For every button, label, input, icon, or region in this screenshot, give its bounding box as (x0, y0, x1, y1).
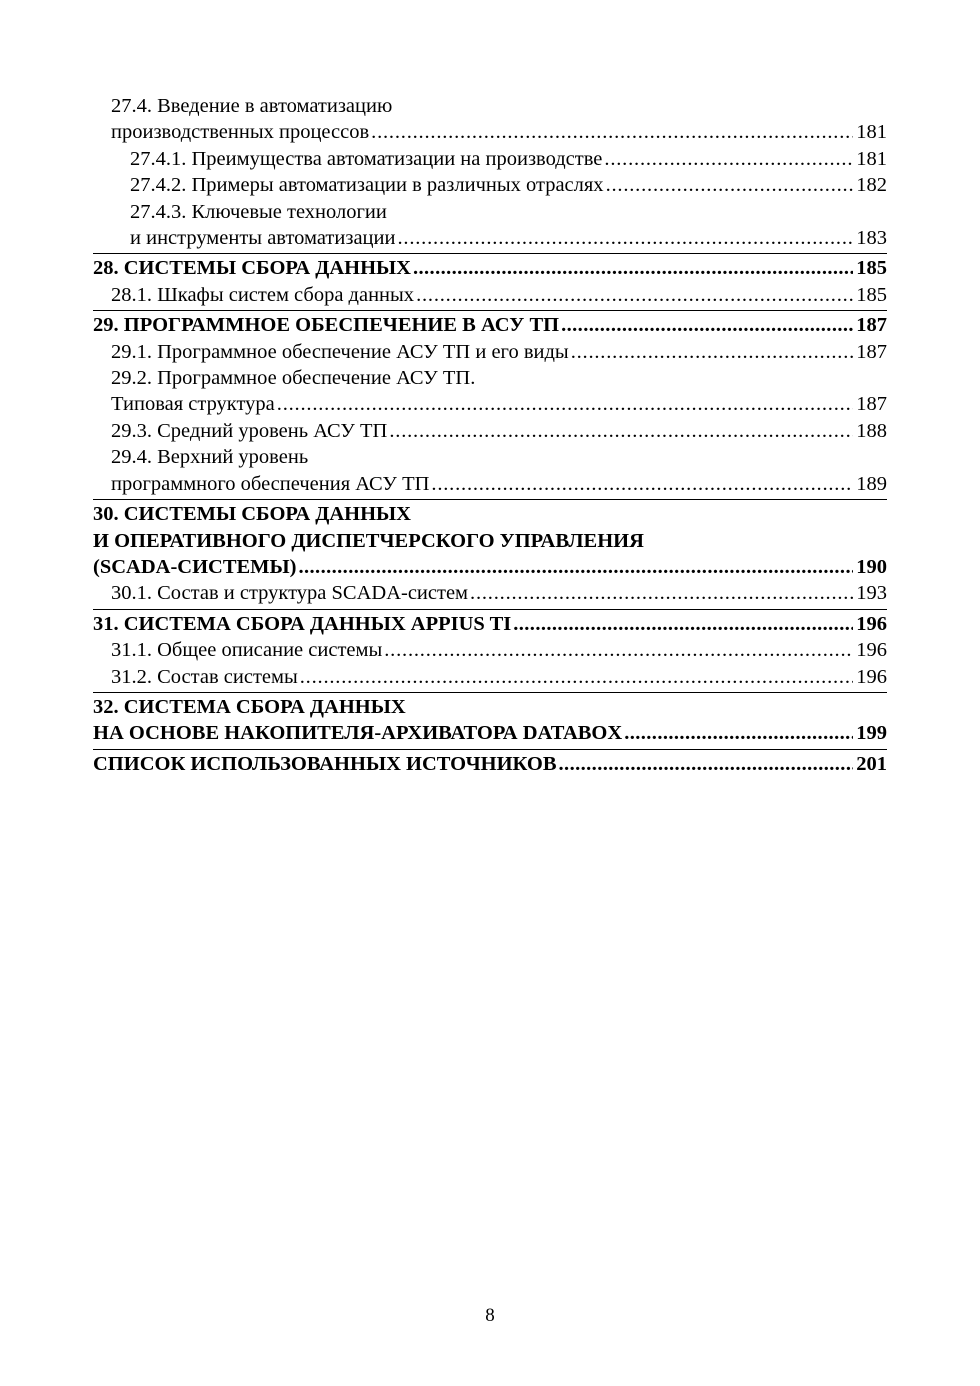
toc-entry[interactable] (93, 365, 887, 418)
dot-leader (561, 312, 853, 338)
toc-page-number: 185 (856, 283, 887, 306)
page-number: 8 (485, 1305, 495, 1326)
toc-entry-row (111, 637, 887, 663)
toc-entry-row (130, 146, 887, 172)
toc-entry[interactable] (93, 664, 887, 690)
dot-leader (559, 751, 854, 777)
toc-entry-title: 28.1. Шкафы систем сбора данных (111, 283, 415, 306)
toc-entry-row (93, 554, 887, 580)
dot-leader (300, 664, 854, 690)
toc-page-number: 196 (856, 665, 887, 688)
dot-leader (470, 580, 853, 606)
toc-entry-title: Типовая структура (111, 393, 275, 416)
toc-entry[interactable] (93, 93, 887, 146)
toc-entry-title: НА ОСНОВЕ НАКОПИТЕЛЯ-АРХИВАТОРА DATABOX (93, 722, 623, 745)
toc-entry-title-line: 30. СИСТЕМЫ СБОРА ДАННЫХ (93, 503, 411, 526)
toc-entry-title: 31.2. Состав системы (111, 665, 298, 688)
toc-entry[interactable] (93, 580, 887, 606)
toc-entry-title: 30.1. Состав и структура SCADA-систем (111, 582, 469, 605)
toc-entry-title: 31. СИСТЕМА СБОРА ДАННЫХ APPIUS TI (93, 612, 512, 635)
dot-leader (389, 418, 853, 444)
dot-leader (431, 471, 853, 497)
toc-page-number: 185 (856, 257, 887, 280)
toc-entry-title: производственных процессов (111, 121, 370, 144)
toc-page-number: 189 (856, 472, 887, 495)
toc-chapter[interactable] (93, 692, 887, 747)
toc-page-number: 187 (856, 340, 887, 363)
toc-entry-title: 27.4.2. Примеры автоматизации в различных отраслях (130, 174, 604, 197)
table-of-contents (93, 93, 887, 777)
toc-entry[interactable] (93, 199, 887, 252)
toc-entry-row (93, 611, 887, 637)
toc-chapter[interactable] (93, 749, 887, 777)
toc-entry-title: 27.4.1. Преимущества автоматизации на производстве (130, 147, 603, 170)
dot-leader (397, 225, 853, 251)
toc-entry-title: программного обеспечения АСУ ТП (111, 472, 430, 495)
dot-leader (277, 391, 853, 417)
toc-entry-title: 29.3. Средний уровень АСУ ТП (111, 419, 388, 442)
toc-entry-title-line: 29.4. Верхний уровень (111, 446, 309, 469)
toc-chapter[interactable] (93, 609, 887, 637)
toc-page-number: 193 (856, 582, 887, 605)
dot-leader (371, 119, 853, 145)
toc-entry-title-line: 29.2. Программное обеспечение АСУ ТП. (111, 367, 476, 390)
toc-entry-row (111, 391, 887, 417)
toc-entry-row (111, 471, 887, 497)
toc-page-number: 181 (856, 147, 887, 170)
toc-entry-row (93, 255, 887, 281)
toc-page-number: 188 (856, 419, 887, 442)
dot-leader (413, 255, 853, 281)
toc-entry-title-line: И ОПЕРАТИВНОГО ДИСПЕТЧЕРСКОГО УПРАВЛЕНИЯ (93, 529, 644, 552)
dot-leader (606, 172, 854, 198)
toc-entry[interactable] (93, 282, 887, 308)
toc-entry-title-line: 27.4.3. Ключевые технологии (130, 200, 387, 223)
toc-chapter[interactable] (93, 310, 887, 338)
toc-entry[interactable] (93, 637, 887, 663)
toc-entry-row (93, 312, 887, 338)
toc-chapter[interactable] (93, 253, 887, 281)
toc-entry-title: 28. СИСТЕМЫ СБОРА ДАННЫХ (93, 257, 411, 280)
toc-page-number: 196 (856, 639, 887, 662)
toc-entry-row (111, 119, 887, 145)
toc-entry-title: 31.1. Общее описание системы (111, 639, 383, 662)
toc-entry-row (111, 664, 887, 690)
toc-entry[interactable] (93, 418, 887, 444)
dot-leader (624, 720, 853, 746)
toc-entry-row (111, 418, 887, 444)
toc-page-number: 196 (856, 612, 887, 635)
toc-entry-title: и инструменты автоматизации (130, 227, 396, 250)
toc-entry-row (130, 172, 887, 198)
toc-page-number: 181 (856, 121, 887, 144)
toc-entry-title: 29.1. Программное обеспечение АСУ ТП и его виды (111, 340, 569, 363)
dot-leader (384, 637, 853, 663)
toc-page-number: 199 (856, 722, 887, 745)
toc-entry-title-line: 32. СИСТЕМА СБОРА ДАННЫХ (93, 695, 406, 718)
toc-page-number: 187 (856, 314, 887, 337)
dot-leader (298, 554, 853, 580)
dot-leader (513, 611, 853, 637)
toc-entry-title: 29. ПРОГРАММНОЕ ОБЕСПЕЧЕНИЕ В АСУ ТП (93, 314, 560, 337)
toc-page-number: 187 (856, 393, 887, 416)
toc-entry-row (111, 580, 887, 606)
toc-entry-title-line: 27.4. Введение в автоматизацию (111, 95, 393, 117)
toc-entry[interactable] (93, 172, 887, 198)
dot-leader (571, 339, 854, 365)
toc-entry-title: (SCADA-СИСТЕМЫ) (93, 555, 297, 578)
toc-entry-row (130, 225, 887, 251)
toc-entry-row (93, 751, 887, 777)
toc-page-number: 182 (856, 174, 887, 197)
toc-entry-title: СПИСОК ИСПОЛЬЗОВАННЫХ ИСТОЧНИКОВ (93, 752, 557, 775)
dot-leader (604, 146, 853, 172)
toc-entry[interactable] (93, 339, 887, 365)
toc-entry-row (111, 339, 887, 365)
toc-entry[interactable] (93, 444, 887, 497)
toc-entry[interactable] (93, 146, 887, 172)
dot-leader (416, 282, 853, 308)
toc-entry-row (93, 720, 887, 746)
toc-entry-row (111, 282, 887, 308)
toc-chapter[interactable] (93, 499, 887, 580)
toc-page-number: 201 (856, 752, 887, 775)
toc-page-number: 183 (856, 227, 887, 250)
toc-page-number: 190 (856, 555, 887, 578)
